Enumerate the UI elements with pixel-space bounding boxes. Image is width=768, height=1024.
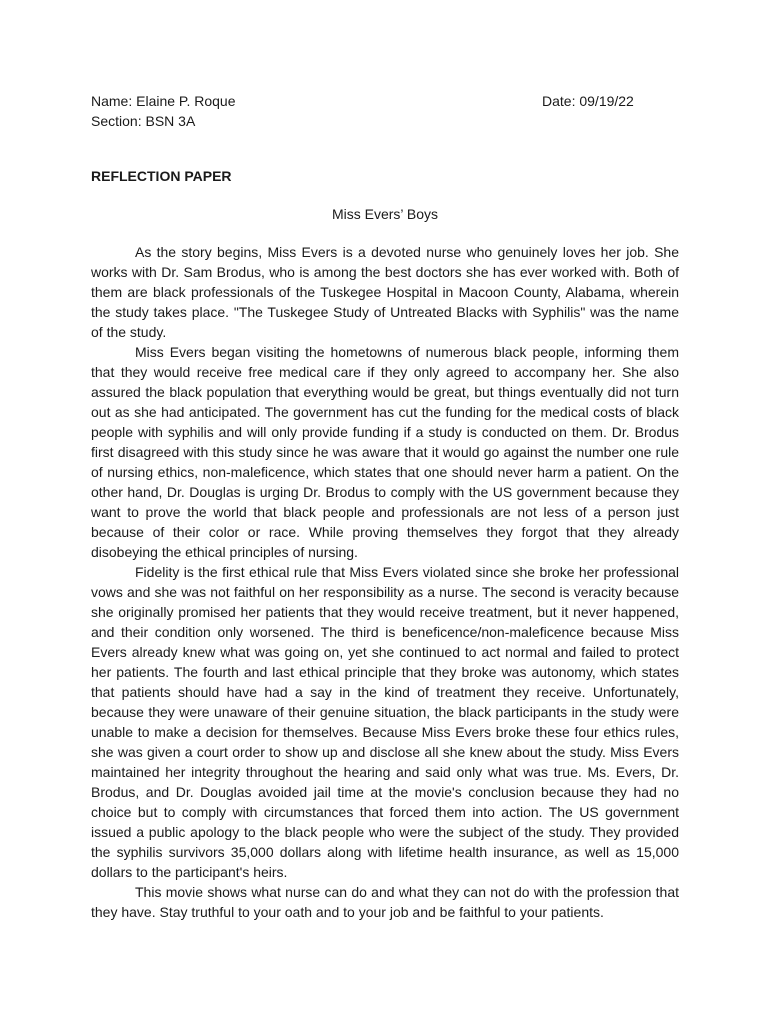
header-row-section xyxy=(91,111,632,131)
header-row-name-date xyxy=(91,91,632,111)
paragraph-1: As the story begins, Miss Evers is a devoted nurse who genuinely loves her job. She works with Dr. Sam Brodus, who is among the best doctors she has ever worked with. Both of them are black professionals of the Tuskegee Hospital in Macoon County, Alabama, wherein the study takes place. "The Tuskegee Study of Untreated Blacks with Syphilis" was the name of the study. xyxy=(91,244,679,340)
document-body xyxy=(91,242,679,922)
student-name: Name: Elaine P. Roque xyxy=(91,93,236,109)
document-title: Miss Evers’ Boys xyxy=(331,206,439,222)
paragraph-3: Fidelity is the first ethical rule that Miss Evers violated since she broke her professional vows and she was not faithful on her responsibility as a nurse. The second is veracity because she originally promised her patients that they would receive treatment, but it never happened, and their condition only worsened. The third is beneficence/non-maleficence because Miss Evers already knew what was going on, yet she continued to act normal and failed to protect her patients. The fourth and last ethical principle that they broke was autonomy, which states that patients should have had a say in the kind of treatment they receive. Unfortunately, because they were unaware of their genuine situation, the black participants in the study were unable to make a decision for themselves. Because Miss Evers broke these four ethics rules, she was given a court order to show up and disclose all she knew about the study. Miss Evers maintained her integrity throughout the hearing and said only what was true. Ms. Evers, Dr. Brodus, and Dr. Douglas avoided jail time at the movie's conclusion because they had no choice but to comply with circumstances that forced them into action. The US government issued a public apology to the black people who were the subject of the study. They provided the syphilis survivors 35,000 dollars along with lifetime health insurance, as well as 15,000 dollars to the participant's heirs. xyxy=(91,564,679,880)
document-heading: REFLECTION PAPER xyxy=(91,168,232,184)
submission-date: Date: 09/19/22 xyxy=(542,93,634,109)
paragraph-4: This movie shows what nurse can do and what they can not do with the profession that they have. Stay truthful to your oath and to your job and be faithful to your patients. xyxy=(91,884,679,920)
paragraph-2: Miss Evers began visiting the hometowns of numerous black people, informing them that they would receive free medical care if they only agreed to accompany her. She also assured the black population that everything would be great, but things eventually did not turn out as she had anticipated. The government has cut the funding for the medical costs of black people with syphilis and will only provide funding if a study is conducted on them. Dr. Brodus first disagreed with this study since he was aware that it would go against the number one rule of nursing ethics, non-maleficence, which states that one should never harm a patient. On the other hand, Dr. Douglas is urging Dr. Brodus to comply with the US government because they want to prove the world that black people and professionals are not less of a person just because of their color or race. While proving themselves they forgot that they already disobeying the ethical principles of nursing. xyxy=(91,344,679,560)
student-section: Section: BSN 3A xyxy=(91,113,196,129)
